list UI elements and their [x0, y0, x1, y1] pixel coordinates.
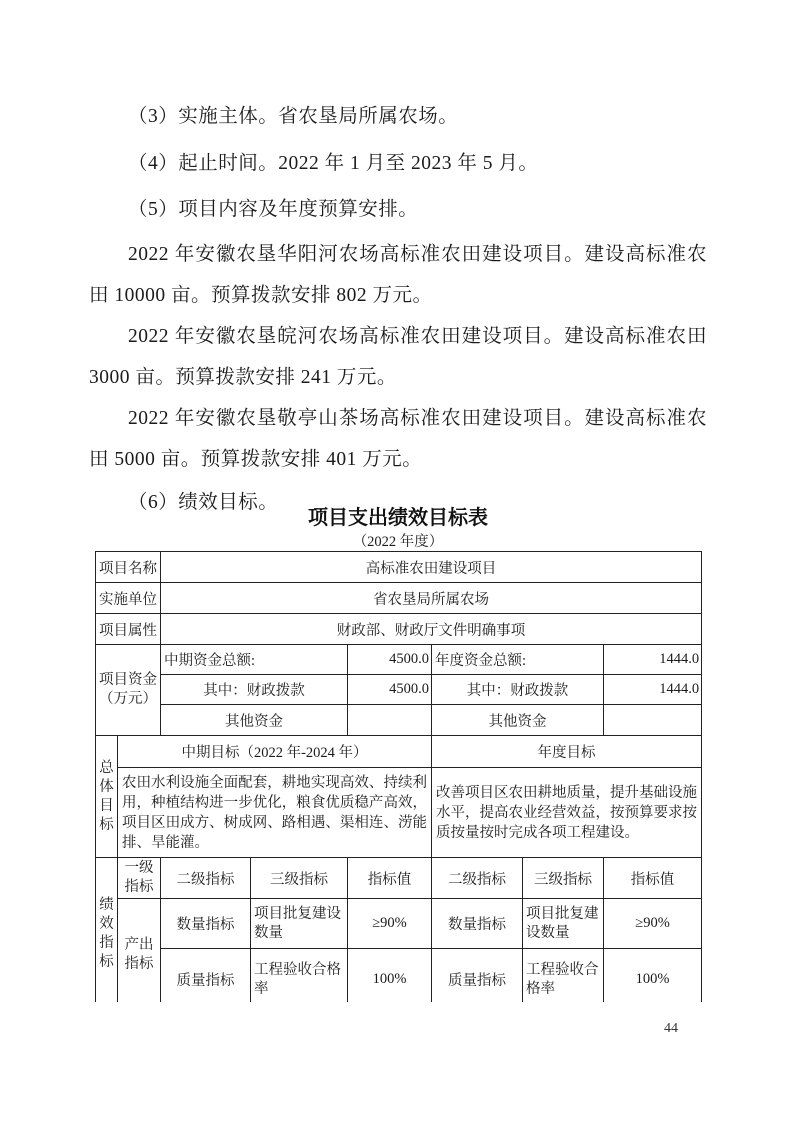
table-row: [96, 614, 702, 645]
cell-annual-fiscal-value: 1444.0: [604, 675, 702, 705]
cell-annual-acceptance-rate: 工程验收合格率: [523, 949, 604, 1003]
cell-annual-goal-header: 年度目标: [432, 736, 702, 768]
cell-output-indicator-label: 产出指标: [118, 899, 161, 1003]
performance-table-container: [95, 551, 705, 1002]
table-row: [96, 645, 702, 675]
paragraph-item-5: （5）项目内容及年度预算安排。: [128, 199, 419, 220]
cell-implementing-unit-label: 实施单位: [96, 583, 161, 614]
table-row: [96, 736, 702, 768]
table-row: [96, 899, 702, 949]
cell-annual-total-label: 年度资金总额:: [432, 645, 604, 675]
paragraph-project-wanhe: 2022 年安徽农垦皖河农场高标准农田建设项目。建设高标准农田 3000 亩。预算拨款安排 241 万元。: [89, 325, 707, 388]
cell-annual-total-value: 1444.0: [604, 645, 702, 675]
cell-midterm-total-label: 中期资金总额:: [161, 645, 348, 675]
cell-project-attribute-label: 项目属性: [96, 614, 161, 645]
table-row: [96, 768, 702, 858]
table-row: [96, 552, 702, 583]
cell-project-attribute-value: 财政部、财政厅文件明确事项: [161, 614, 702, 645]
table-row: [96, 675, 702, 705]
paragraph-project-jingtingshan: 2022 年安徽农垦敬亭山茶场高标准农田建设项目。建设高标准农田 5000 亩。预算拨款安排 401 万元。: [89, 407, 707, 470]
page-number: 44: [664, 1021, 678, 1036]
table-row: [96, 583, 702, 614]
paragraph-item-4: （4）起止时间。2022 年 1 月至 2023 年 5 月。: [128, 152, 539, 174]
cell-annual-quality-value: 100%: [604, 949, 702, 1003]
header-annual-level3-indicator: 三级指标: [523, 858, 604, 899]
paragraph-item-6: （6）绩效目标。: [128, 491, 279, 513]
table-row: [96, 949, 702, 1003]
cell-midterm-total-value: 4500.0: [348, 645, 432, 675]
cell-annual-quantity-indicator: 数量指标: [432, 899, 523, 949]
paragraph-project-huayanghe: 2022 年安徽农垦华阳河农场高标准农田建设项目。建设高标准农田 10000 亩。预算拨款安排 802 万元。: [89, 243, 707, 306]
cell-mid-quality-value: 100%: [348, 949, 432, 1003]
cell-annual-other-value: [604, 705, 702, 736]
cell-annual-fiscal-label: 其中：财政拨款: [432, 675, 604, 705]
header-annual-indicator-value: 指标值: [604, 858, 702, 899]
cell-project-name-label: 项目名称: [96, 552, 161, 583]
cell-implementing-unit-value: 省农垦局所属农场: [161, 583, 702, 614]
cell-mid-quality-indicator: 质量指标: [161, 949, 251, 1003]
performance-table-title: 项目支出绩效目标表: [308, 507, 488, 529]
performance-table: [95, 551, 702, 1002]
header-mid-level2-indicator: 二级指标: [161, 858, 251, 899]
header-annual-level2-indicator: 二级指标: [432, 858, 523, 899]
header-mid-indicator-value: 指标值: [348, 858, 432, 899]
cell-midterm-other-value: [348, 705, 432, 736]
header-level1-indicator: 一级指标: [118, 858, 161, 899]
table-row: [96, 705, 702, 736]
cell-indicators-group-label: 绩效指标: [96, 858, 118, 1003]
cell-annual-goal-text: 改善项目区农田耕地质量，提升基础设施水平，提高农业经营效益，按预算要求按质按量按时完成各项工程建设。: [432, 768, 702, 858]
body-text: [89, 94, 707, 526]
header-mid-level3-indicator: 三级指标: [251, 858, 348, 899]
table-row: [96, 858, 702, 899]
cell-mid-acceptance-rate: 工程验收合格率: [251, 949, 348, 1003]
cell-annual-quantity-value: ≥90%: [604, 899, 702, 949]
performance-table-subtitle: （2022 年度）: [352, 534, 444, 550]
cell-midterm-other-label: 其他资金: [161, 705, 348, 736]
cell-midterm-goal-header: 中期目标（2022 年-2024 年）: [118, 736, 432, 768]
cell-project-funds-group-label: 项目资金（万元）: [96, 645, 161, 736]
cell-midterm-goal-text: 农田水利设施全面配套，耕地实现高效、持续利用，种植结构进一步优化，粮食优质稳产高效，项目区田成方、树成网、路相遇、渠相连、涝能排、旱能灌。: [118, 768, 432, 858]
cell-annual-other-label: 其他资金: [432, 705, 604, 736]
paragraph-item-3: （3）实施主体。省农垦局所属农场。: [128, 106, 459, 127]
cell-project-name-value: 高标准农田建设项目: [161, 552, 702, 583]
cell-annual-approved-quantity: 项目批复建设数量: [523, 899, 604, 949]
cell-overall-goal-group-label: 总体目标: [96, 736, 118, 858]
cell-midterm-fiscal-label: 其中：财政拨款: [161, 675, 348, 705]
cell-mid-quantity-value: ≥90%: [348, 899, 432, 949]
cell-midterm-fiscal-value: 4500.0: [348, 675, 432, 705]
cell-annual-quality-indicator: 质量指标: [432, 949, 523, 1003]
cell-mid-quantity-indicator: 数量指标: [161, 899, 251, 949]
cell-mid-approved-quantity: 项目批复建设数量: [251, 899, 348, 949]
